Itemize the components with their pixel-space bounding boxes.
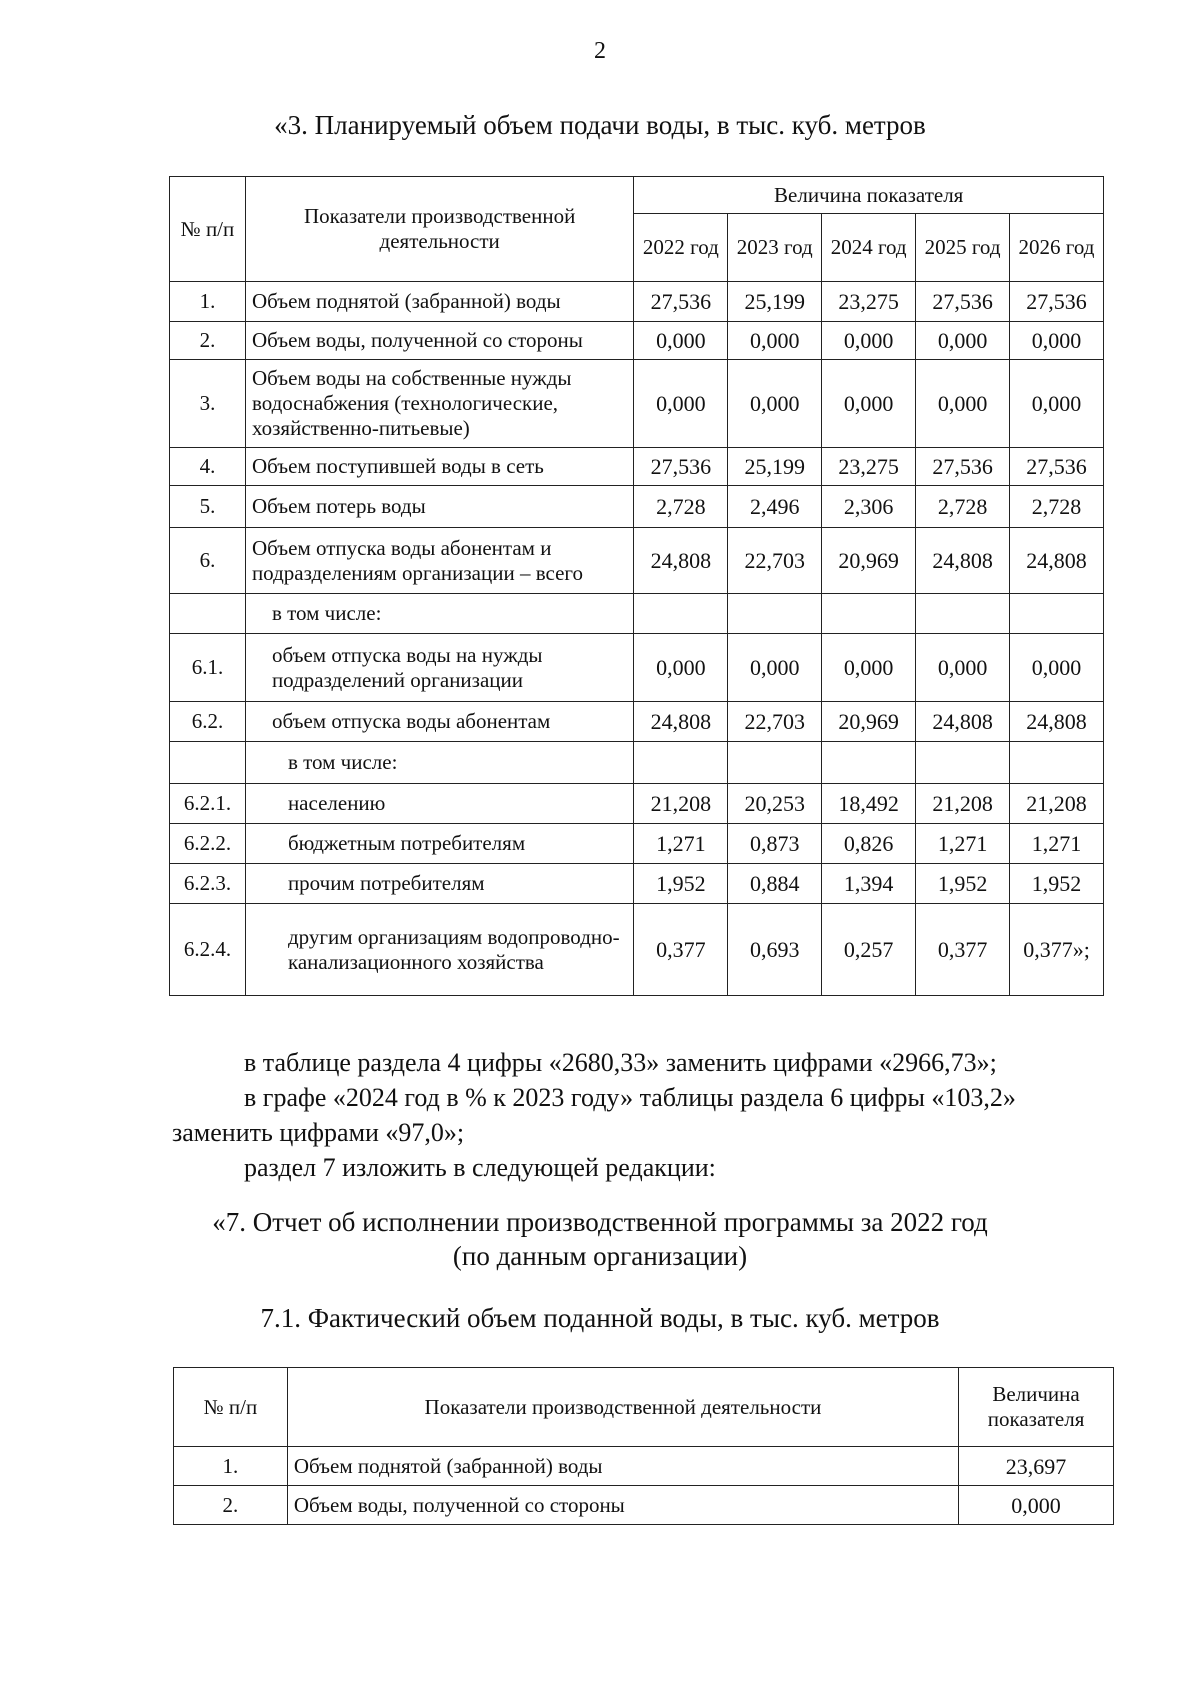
row-name: объем отпуска воды на нужды подразделений организации — [245, 634, 633, 702]
page-number: 2 — [594, 38, 606, 64]
value-cell: 0,693 — [728, 904, 822, 996]
table-row — [170, 864, 1104, 904]
value-cell — [916, 742, 1010, 784]
value-cell: 0,000 — [728, 360, 822, 448]
row-number — [170, 594, 246, 634]
value-cell: 21,208 — [916, 784, 1010, 824]
table-row — [170, 824, 1104, 864]
row-name: в том числе: — [245, 594, 633, 634]
value-cell: 2,306 — [822, 486, 916, 528]
value-cell: 2,496 — [728, 486, 822, 528]
row-name: Объем поднятой (забранной) воды — [245, 282, 633, 322]
value-cell: 0,000 — [916, 322, 1010, 360]
section-7-title-line: «7. Отчет об исполнении производственной программы за 2022 год — [212, 1207, 988, 1237]
row-number: 6.2. — [170, 702, 246, 742]
amendment-paragraph: раздел 7 изложить в следующей редакции: — [244, 1153, 716, 1182]
value-cell: 2,728 — [634, 486, 728, 528]
header-indicators: Показатели производственной деятельности — [287, 1368, 958, 1447]
value-cell: 24,808 — [916, 702, 1010, 742]
table-row — [170, 448, 1104, 486]
value-cell — [634, 594, 728, 634]
value-cell: 1,271 — [634, 824, 728, 864]
value-cell: 23,275 — [822, 448, 916, 486]
section-3-title: «3. Планируемый объем подачи воды, в тыс. куб. метров — [274, 110, 926, 140]
value-cell: 0,000 — [634, 322, 728, 360]
value-cell — [1010, 742, 1104, 784]
value-cell: 20,253 — [728, 784, 822, 824]
value-cell: 22,703 — [728, 528, 822, 594]
value-cell — [822, 594, 916, 634]
value-cell — [634, 742, 728, 784]
row-name: другим организациям водопроводно-канализационного хозяйства — [245, 904, 633, 996]
value-cell: 23,697 — [959, 1447, 1114, 1486]
amendment-paragraph: в графе «2024 год в % к 2023 году» таблицы раздела 6 цифры «103,2» заменить цифрами «97,0»; — [172, 1083, 1016, 1147]
table-row — [170, 528, 1104, 594]
value-cell — [1010, 594, 1104, 634]
value-cell: 1,394 — [822, 864, 916, 904]
value-cell: 0,000 — [634, 360, 728, 448]
value-cell: 1,952 — [634, 864, 728, 904]
value-cell: 0,377 — [916, 904, 1010, 996]
row-name: прочим потребителям — [245, 864, 633, 904]
header-no: № п/п — [174, 1368, 288, 1447]
table-row — [174, 1447, 1114, 1486]
row-name: Объем поступившей воды в сеть — [245, 448, 633, 486]
table-row — [170, 904, 1104, 996]
value-cell: 0,826 — [822, 824, 916, 864]
value-cell — [728, 594, 822, 634]
row-number: 6.2.3. — [170, 864, 246, 904]
row-number: 3. — [170, 360, 246, 448]
value-cell: 0,000 — [916, 360, 1010, 448]
value-cell: 20,969 — [822, 528, 916, 594]
value-cell: 18,492 — [822, 784, 916, 824]
value-cell — [822, 742, 916, 784]
row-number: 6. — [170, 528, 246, 594]
table-row — [170, 634, 1104, 702]
header-value: Величина показателя — [959, 1368, 1114, 1447]
row-name: бюджетным потребителям — [245, 824, 633, 864]
row-name: Объем отпуска воды абонентам и подразделениям организации – всего — [245, 528, 633, 594]
value-cell: 0,377»; — [1010, 904, 1104, 996]
value-cell: 20,969 — [822, 702, 916, 742]
value-cell: 24,808 — [1010, 528, 1104, 594]
value-cell: 0,000 — [1010, 322, 1104, 360]
section-7-1-title: 7.1. Фактический объем поданной воды, в тыс. куб. метров — [260, 1303, 940, 1333]
section-7-subtitle: (по данным организации) — [452, 1241, 748, 1271]
value-cell: 24,808 — [634, 702, 728, 742]
row-number: 6.2.4. — [170, 904, 246, 996]
row-number: 1. — [174, 1447, 288, 1486]
value-cell: 22,703 — [728, 702, 822, 742]
table-row — [170, 486, 1104, 528]
header-indicators: Показатели производственной деятельности — [245, 177, 633, 282]
value-cell: 27,536 — [1010, 282, 1104, 322]
row-number: 6.2.1. — [170, 784, 246, 824]
row-number: 1. — [170, 282, 246, 322]
value-cell: 1,271 — [1010, 824, 1104, 864]
value-cell: 23,275 — [822, 282, 916, 322]
value-cell: 27,536 — [634, 448, 728, 486]
value-cell: 0,000 — [959, 1486, 1114, 1525]
value-cell: 27,536 — [916, 448, 1010, 486]
table-row — [170, 784, 1104, 824]
row-number: 4. — [170, 448, 246, 486]
value-cell: 21,208 — [1010, 784, 1104, 824]
row-number: 6.2.2. — [170, 824, 246, 864]
row-name: объем отпуска воды абонентам — [245, 702, 633, 742]
table-row — [170, 322, 1104, 360]
value-cell: 24,808 — [634, 528, 728, 594]
row-name: населению — [245, 784, 633, 824]
header-year: 2026 год — [1010, 214, 1104, 282]
row-name: Объем потерь воды — [245, 486, 633, 528]
value-cell: 0,000 — [728, 634, 822, 702]
table-row — [170, 702, 1104, 742]
value-cell: 0,000 — [822, 322, 916, 360]
value-cell: 25,199 — [728, 448, 822, 486]
value-cell: 0,000 — [822, 360, 916, 448]
row-name: в том числе: — [245, 742, 633, 784]
amendment-paragraph: в таблице раздела 4 цифры «2680,33» заменить цифрами «2966,73»; — [244, 1048, 997, 1077]
value-cell: 1,952 — [1010, 864, 1104, 904]
value-cell: 2,728 — [1010, 486, 1104, 528]
row-name: Объем воды на собственные нужды водоснабжения (технологические, хозяйственно-питьевые) — [245, 360, 633, 448]
value-cell: 24,808 — [1010, 702, 1104, 742]
table-row — [170, 742, 1104, 784]
value-cell: 21,208 — [634, 784, 728, 824]
table-row — [170, 360, 1104, 448]
value-cell: 25,199 — [728, 282, 822, 322]
value-cell: 0,000 — [822, 634, 916, 702]
table-row — [170, 282, 1104, 322]
row-number: 6.1. — [170, 634, 246, 702]
value-cell: 27,536 — [916, 282, 1010, 322]
row-name: Объем воды, полученной со стороны — [287, 1486, 958, 1525]
value-cell — [916, 594, 1010, 634]
value-cell: 0,000 — [1010, 360, 1104, 448]
value-cell: 24,808 — [916, 528, 1010, 594]
table-row — [170, 594, 1104, 634]
row-number: 5. — [170, 486, 246, 528]
value-cell: 0,884 — [728, 864, 822, 904]
value-cell — [728, 742, 822, 784]
row-number — [170, 742, 246, 784]
table-row — [174, 1486, 1114, 1525]
row-number: 2. — [170, 322, 246, 360]
header-year: 2022 год — [634, 214, 728, 282]
value-cell: 0,873 — [728, 824, 822, 864]
actual-water-supply-table — [173, 1367, 1114, 1525]
planned-water-supply-table — [169, 176, 1104, 996]
value-cell: 0,000 — [728, 322, 822, 360]
header-value-group: Величина показателя — [634, 177, 1104, 214]
row-name: Объем поднятой (забранной) воды — [287, 1447, 958, 1486]
value-cell: 0,000 — [1010, 634, 1104, 702]
value-cell: 2,728 — [916, 486, 1010, 528]
value-cell: 1,952 — [916, 864, 1010, 904]
value-cell: 27,536 — [634, 282, 728, 322]
value-cell: 0,377 — [634, 904, 728, 996]
row-number: 2. — [174, 1486, 288, 1525]
row-name: Объем воды, полученной со стороны — [245, 322, 633, 360]
section-7-title — [0, 1205, 1200, 1273]
header-year: 2025 год — [916, 214, 1010, 282]
header-year: 2024 год — [822, 214, 916, 282]
header-year: 2023 год — [728, 214, 822, 282]
value-cell: 0,000 — [916, 634, 1010, 702]
value-cell: 0,257 — [822, 904, 916, 996]
value-cell: 0,000 — [634, 634, 728, 702]
value-cell: 27,536 — [1010, 448, 1104, 486]
value-cell: 1,271 — [916, 824, 1010, 864]
header-no: № п/п — [170, 177, 246, 282]
